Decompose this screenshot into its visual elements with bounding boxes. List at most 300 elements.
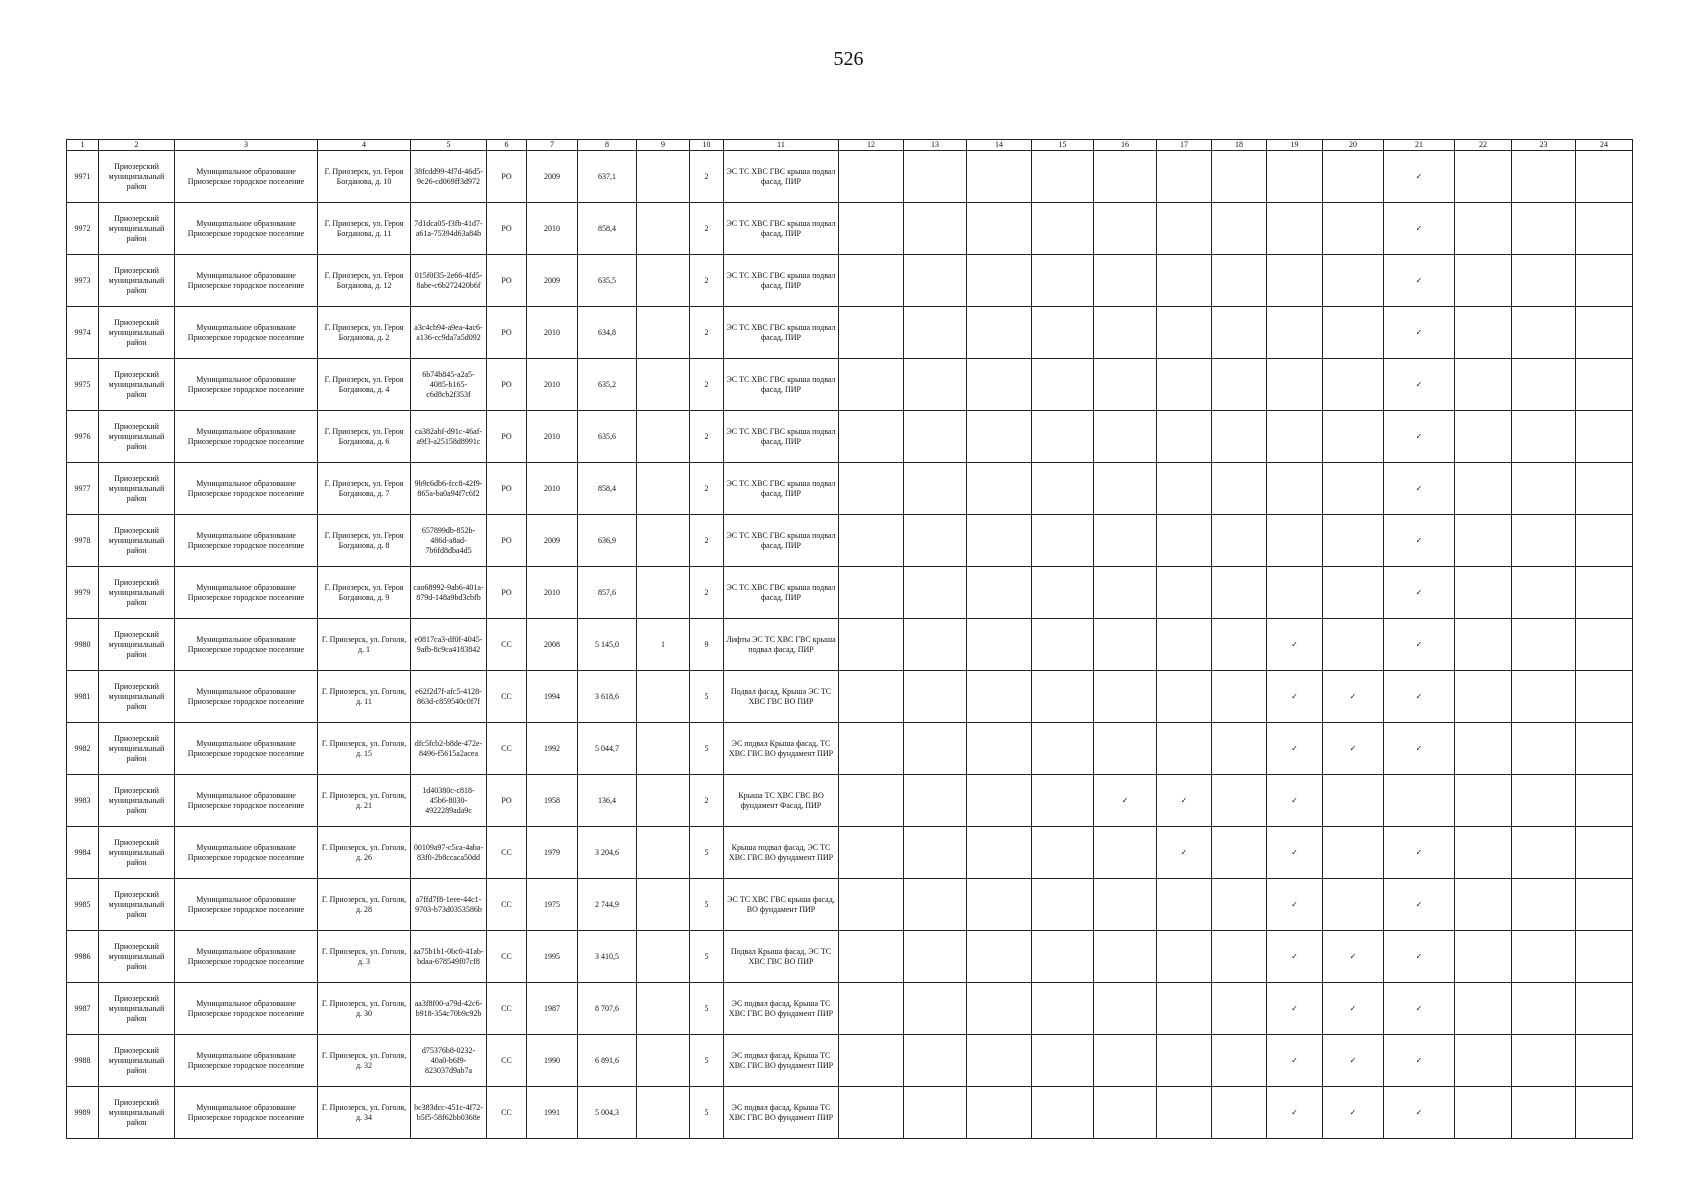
empty-cell xyxy=(1512,359,1576,411)
district-cell: Приозерский муниципальный район xyxy=(99,567,175,619)
floors-cell: 2 xyxy=(690,567,724,619)
works-list-cell: ЭС подвал Крыша фасад, ТС ХВС ГВС ВО фундамент ПИР xyxy=(724,723,839,775)
empty-cell xyxy=(1512,983,1576,1035)
empty-cell xyxy=(1455,879,1512,931)
empty-cell xyxy=(1512,567,1576,619)
row-number-cell: 9986 xyxy=(67,931,99,983)
empty-cell xyxy=(904,1087,967,1139)
district-cell: Приозерский муниципальный район xyxy=(99,255,175,307)
empty-cell xyxy=(1576,775,1633,827)
empty-cell xyxy=(1212,515,1267,567)
area-cell: 3 410,5 xyxy=(578,931,637,983)
empty-cell xyxy=(839,255,904,307)
empty-cell xyxy=(1576,619,1633,671)
empty-cell xyxy=(1032,775,1094,827)
municipality-cell: Муниципальное образование Приозерское городское поселение xyxy=(175,827,318,879)
address-cell: Г. Приозерск, ул. Героя Богданова, д. 6 xyxy=(318,411,411,463)
empty-cell xyxy=(967,151,1032,203)
district-cell: Приозерский муниципальный район xyxy=(99,151,175,203)
empty-cell xyxy=(839,983,904,1035)
empty-cell xyxy=(1512,879,1576,931)
empty-cell xyxy=(904,1035,967,1087)
page-number: 526 xyxy=(833,48,864,70)
guid-cell: 6b74b845-a2a5-4085-b165-c6d8cb2f353f xyxy=(411,359,487,411)
check-mark-icon: ✓ xyxy=(1267,775,1323,827)
column-header-7: 7 xyxy=(527,140,578,151)
column-header-24: 24 xyxy=(1576,140,1633,151)
col9-cell xyxy=(637,359,690,411)
empty-cell xyxy=(904,359,967,411)
table-row xyxy=(67,931,1633,983)
district-cell: Приозерский муниципальный район xyxy=(99,1087,175,1139)
empty-cell xyxy=(1157,879,1212,931)
address-cell: Г. Приозерск, ул. Героя Богданова, д. 9 xyxy=(318,567,411,619)
empty-cell xyxy=(839,307,904,359)
floors-cell: 2 xyxy=(690,515,724,567)
empty-cell xyxy=(1157,411,1212,463)
district-cell: Приозерский муниципальный район xyxy=(99,359,175,411)
empty-cell xyxy=(1323,307,1384,359)
municipality-cell: Муниципальное образование Приозерское городское поселение xyxy=(175,879,318,931)
empty-cell xyxy=(1267,307,1323,359)
ownership-type-cell: РО xyxy=(487,775,527,827)
empty-cell xyxy=(967,983,1032,1035)
municipality-cell: Муниципальное образование Приозерское городское поселение xyxy=(175,151,318,203)
empty-cell xyxy=(1267,359,1323,411)
guid-cell: aa3f8f00-a79d-42c6-b918-354c70b9c92b xyxy=(411,983,487,1035)
col9-cell xyxy=(637,671,690,723)
col9-cell xyxy=(637,203,690,255)
check-mark-icon: ✓ xyxy=(1384,983,1455,1035)
year-cell: 2009 xyxy=(527,515,578,567)
empty-cell xyxy=(1094,619,1157,671)
area-cell: 636,9 xyxy=(578,515,637,567)
year-cell: 1979 xyxy=(527,827,578,879)
col9-cell xyxy=(637,1087,690,1139)
address-cell: Г. Приозерск, ул. Героя Богданова, д. 11 xyxy=(318,203,411,255)
guid-cell: 9b9c6db6-fcc8-42f9-865a-ba0a94f7c6f2 xyxy=(411,463,487,515)
area-cell: 635,5 xyxy=(578,255,637,307)
empty-cell xyxy=(1323,827,1384,879)
guid-cell: bc383dcc-451c-4f72-b5f5-58f62bb0368e xyxy=(411,1087,487,1139)
empty-cell xyxy=(1512,151,1576,203)
empty-cell xyxy=(1157,463,1212,515)
empty-cell xyxy=(1032,203,1094,255)
empty-cell xyxy=(904,619,967,671)
empty-cell xyxy=(1157,619,1212,671)
empty-cell xyxy=(839,411,904,463)
empty-cell xyxy=(967,671,1032,723)
empty-cell xyxy=(1384,775,1455,827)
address-cell: Г. Приозерск, ул. Героя Богданова, д. 10 xyxy=(318,151,411,203)
municipality-cell: Муниципальное образование Приозерское городское поселение xyxy=(175,515,318,567)
check-mark-icon: ✓ xyxy=(1384,931,1455,983)
empty-cell xyxy=(1157,1035,1212,1087)
address-cell: Г. Приозерск, ул. Гоголя, д. 3 xyxy=(318,931,411,983)
empty-cell xyxy=(1157,671,1212,723)
empty-cell xyxy=(1455,671,1512,723)
table-row xyxy=(67,775,1633,827)
row-number-cell: 9982 xyxy=(67,723,99,775)
empty-cell xyxy=(1094,567,1157,619)
address-cell: Г. Приозерск, ул. Гоголя, д. 26 xyxy=(318,827,411,879)
empty-cell xyxy=(839,151,904,203)
column-header-13: 13 xyxy=(904,140,967,151)
empty-cell xyxy=(839,671,904,723)
address-cell: Г. Приозерск, ул. Героя Богданова, д. 4 xyxy=(318,359,411,411)
col9-cell xyxy=(637,411,690,463)
empty-cell xyxy=(1455,931,1512,983)
check-mark-icon: ✓ xyxy=(1267,827,1323,879)
empty-cell xyxy=(967,359,1032,411)
empty-cell xyxy=(967,307,1032,359)
floors-cell: 2 xyxy=(690,359,724,411)
floors-cell: 2 xyxy=(690,203,724,255)
district-cell: Приозерский муниципальный район xyxy=(99,203,175,255)
ownership-type-cell: СС xyxy=(487,1035,527,1087)
column-header-18: 18 xyxy=(1212,140,1267,151)
col9-cell xyxy=(637,151,690,203)
empty-cell xyxy=(839,463,904,515)
empty-cell xyxy=(1267,463,1323,515)
empty-cell xyxy=(1157,983,1212,1035)
district-cell: Приозерский муниципальный район xyxy=(99,463,175,515)
column-header-11: 11 xyxy=(724,140,839,151)
ownership-type-cell: РО xyxy=(487,567,527,619)
empty-cell xyxy=(1455,203,1512,255)
empty-cell xyxy=(1212,931,1267,983)
check-mark-icon: ✓ xyxy=(1384,1087,1455,1139)
empty-cell xyxy=(967,619,1032,671)
row-number-cell: 9989 xyxy=(67,1087,99,1139)
table-row xyxy=(67,151,1633,203)
empty-cell xyxy=(1032,983,1094,1035)
column-header-21: 21 xyxy=(1384,140,1455,151)
empty-cell xyxy=(1212,151,1267,203)
empty-cell xyxy=(839,1035,904,1087)
area-cell: 857,6 xyxy=(578,567,637,619)
municipality-cell: Муниципальное образование Приозерское городское поселение xyxy=(175,463,318,515)
empty-cell xyxy=(839,827,904,879)
col9-cell xyxy=(637,567,690,619)
ownership-type-cell: РО xyxy=(487,359,527,411)
column-header-1: 1 xyxy=(67,140,99,151)
guid-cell: e0817ca3-df0f-4045-9afb-8c9ca4183842 xyxy=(411,619,487,671)
empty-cell xyxy=(904,723,967,775)
empty-cell xyxy=(1032,671,1094,723)
empty-cell xyxy=(1323,619,1384,671)
ownership-type-cell: РО xyxy=(487,463,527,515)
empty-cell xyxy=(1512,723,1576,775)
check-mark-icon: ✓ xyxy=(1267,931,1323,983)
row-number-cell: 9972 xyxy=(67,203,99,255)
empty-cell xyxy=(904,983,967,1035)
area-cell: 858,4 xyxy=(578,203,637,255)
district-cell: Приозерский муниципальный район xyxy=(99,515,175,567)
empty-cell xyxy=(904,151,967,203)
check-mark-icon: ✓ xyxy=(1384,827,1455,879)
check-mark-icon: ✓ xyxy=(1384,463,1455,515)
empty-cell xyxy=(1032,255,1094,307)
empty-cell xyxy=(967,515,1032,567)
empty-cell xyxy=(1576,203,1633,255)
empty-cell xyxy=(1032,515,1094,567)
area-cell: 136,4 xyxy=(578,775,637,827)
municipality-cell: Муниципальное образование Приозерское городское поселение xyxy=(175,671,318,723)
empty-cell xyxy=(1157,359,1212,411)
check-mark-icon: ✓ xyxy=(1384,151,1455,203)
col9-cell xyxy=(637,463,690,515)
ownership-type-cell: СС xyxy=(487,1087,527,1139)
empty-cell xyxy=(1267,255,1323,307)
year-cell: 2010 xyxy=(527,307,578,359)
empty-cell xyxy=(1094,411,1157,463)
empty-cell xyxy=(1576,411,1633,463)
empty-cell xyxy=(839,515,904,567)
empty-cell xyxy=(1455,359,1512,411)
column-header-12: 12 xyxy=(839,140,904,151)
empty-cell xyxy=(1212,359,1267,411)
empty-cell xyxy=(1267,203,1323,255)
check-mark-icon: ✓ xyxy=(1384,203,1455,255)
floors-cell: 5 xyxy=(690,827,724,879)
works-list-cell: ЭС ТС ХВС ГВС крыша подвал фасад, ПИР xyxy=(724,151,839,203)
ownership-type-cell: СС xyxy=(487,983,527,1035)
check-mark-icon: ✓ xyxy=(1094,775,1157,827)
empty-cell xyxy=(1032,619,1094,671)
empty-cell xyxy=(967,931,1032,983)
area-cell: 637,1 xyxy=(578,151,637,203)
col9-cell xyxy=(637,983,690,1035)
empty-cell xyxy=(1455,515,1512,567)
empty-cell xyxy=(1157,255,1212,307)
works-list-cell: ЭС ТС ХВС ГВС крыша подвал фасад, ПИР xyxy=(724,307,839,359)
row-number-cell: 9975 xyxy=(67,359,99,411)
area-cell: 2 744,9 xyxy=(578,879,637,931)
check-mark-icon: ✓ xyxy=(1267,983,1323,1035)
district-cell: Приозерский муниципальный район xyxy=(99,307,175,359)
empty-cell xyxy=(1212,827,1267,879)
empty-cell xyxy=(1094,255,1157,307)
col9-cell xyxy=(637,515,690,567)
table-row xyxy=(67,723,1633,775)
guid-cell: cao68992-9ab6-401a-879d-148a9bd3cbfb xyxy=(411,567,487,619)
empty-cell xyxy=(967,411,1032,463)
works-list-cell: ЭС подвал фасад, Крыша ТС ХВС ГВС ВО фундамент ПИР xyxy=(724,983,839,1035)
year-cell: 2010 xyxy=(527,203,578,255)
check-mark-icon: ✓ xyxy=(1384,619,1455,671)
check-mark-icon: ✓ xyxy=(1384,1035,1455,1087)
row-number-cell: 9981 xyxy=(67,671,99,723)
area-cell: 3 618,6 xyxy=(578,671,637,723)
column-header-8: 8 xyxy=(578,140,637,151)
empty-cell xyxy=(1267,515,1323,567)
table-row xyxy=(67,411,1633,463)
year-cell: 2008 xyxy=(527,619,578,671)
empty-cell xyxy=(1212,983,1267,1035)
empty-cell xyxy=(1323,879,1384,931)
empty-cell xyxy=(1576,307,1633,359)
empty-cell xyxy=(1032,463,1094,515)
empty-cell xyxy=(1576,879,1633,931)
empty-cell xyxy=(967,1087,1032,1139)
empty-cell xyxy=(1455,827,1512,879)
floors-cell: 2 xyxy=(690,463,724,515)
check-mark-icon: ✓ xyxy=(1267,723,1323,775)
column-number-header-row xyxy=(67,140,1633,151)
district-cell: Приозерский муниципальный район xyxy=(99,619,175,671)
empty-cell xyxy=(1212,567,1267,619)
table-row xyxy=(67,827,1633,879)
empty-cell xyxy=(1157,723,1212,775)
column-header-22: 22 xyxy=(1455,140,1512,151)
empty-cell xyxy=(1032,151,1094,203)
empty-cell xyxy=(1455,463,1512,515)
row-number-cell: 9983 xyxy=(67,775,99,827)
guid-cell: 657899db-852b-486d-a8ad-7b6fd8dba4d5 xyxy=(411,515,487,567)
year-cell: 1994 xyxy=(527,671,578,723)
empty-cell xyxy=(1455,567,1512,619)
empty-cell xyxy=(1576,463,1633,515)
row-number-cell: 9985 xyxy=(67,879,99,931)
empty-cell xyxy=(1157,931,1212,983)
guid-cell: a3c4cb94-a9ea-4ac6-a136-cc9da7a5d092 xyxy=(411,307,487,359)
check-mark-icon: ✓ xyxy=(1384,307,1455,359)
guid-cell: d75376b8-0232-40a0-b6f9-823037d9ab7a xyxy=(411,1035,487,1087)
floors-cell: 5 xyxy=(690,1035,724,1087)
ownership-type-cell: СС xyxy=(487,671,527,723)
area-cell: 635,2 xyxy=(578,359,637,411)
municipality-cell: Муниципальное образование Приозерское городское поселение xyxy=(175,203,318,255)
area-cell: 6 891,6 xyxy=(578,1035,637,1087)
empty-cell xyxy=(967,203,1032,255)
empty-cell xyxy=(1512,463,1576,515)
empty-cell xyxy=(1323,515,1384,567)
floors-cell: 5 xyxy=(690,1087,724,1139)
empty-cell xyxy=(1094,931,1157,983)
empty-cell xyxy=(1094,723,1157,775)
column-header-10: 10 xyxy=(690,140,724,151)
ownership-type-cell: СС xyxy=(487,879,527,931)
table-row xyxy=(67,463,1633,515)
year-cell: 1987 xyxy=(527,983,578,1035)
empty-cell xyxy=(1512,307,1576,359)
empty-cell xyxy=(1576,827,1633,879)
col9-cell xyxy=(637,307,690,359)
year-cell: 1990 xyxy=(527,1035,578,1087)
empty-cell xyxy=(1094,1035,1157,1087)
empty-cell xyxy=(904,203,967,255)
district-cell: Приозерский муниципальный район xyxy=(99,775,175,827)
address-cell: Г. Приозерск, ул. Гоголя, д. 15 xyxy=(318,723,411,775)
district-cell: Приозерский муниципальный район xyxy=(99,1035,175,1087)
address-cell: Г. Приозерск, ул. Гоголя, д. 1 xyxy=(318,619,411,671)
check-mark-icon: ✓ xyxy=(1384,411,1455,463)
empty-cell xyxy=(967,1035,1032,1087)
check-mark-icon: ✓ xyxy=(1384,723,1455,775)
municipality-cell: Муниципальное образование Приозерское городское поселение xyxy=(175,1035,318,1087)
empty-cell xyxy=(1512,411,1576,463)
empty-cell xyxy=(1576,1087,1633,1139)
municipality-cell: Муниципальное образование Приозерское городское поселение xyxy=(175,619,318,671)
empty-cell xyxy=(1094,983,1157,1035)
floors-cell: 5 xyxy=(690,723,724,775)
check-mark-icon: ✓ xyxy=(1384,359,1455,411)
column-header-16: 16 xyxy=(1094,140,1157,151)
empty-cell xyxy=(1212,879,1267,931)
municipality-cell: Муниципальное образование Приозерское городское поселение xyxy=(175,775,318,827)
guid-cell: e62f2d7f-afc5-4128-863d-c859540c0f7f xyxy=(411,671,487,723)
column-header-6: 6 xyxy=(487,140,527,151)
district-cell: Приозерский муниципальный район xyxy=(99,983,175,1035)
address-cell: Г. Приозерск, ул. Гоголя, д. 32 xyxy=(318,1035,411,1087)
works-list-cell: Лифты ЭС ТС ХВС ГВС крыша подвал фасад, ПИР xyxy=(724,619,839,671)
area-cell: 635,6 xyxy=(578,411,637,463)
empty-cell xyxy=(904,307,967,359)
empty-cell xyxy=(904,671,967,723)
table-body xyxy=(67,151,1633,1139)
check-mark-icon: ✓ xyxy=(1323,1035,1384,1087)
area-cell: 3 204,6 xyxy=(578,827,637,879)
district-cell: Приозерский муниципальный район xyxy=(99,723,175,775)
row-number-cell: 9988 xyxy=(67,1035,99,1087)
empty-cell xyxy=(1323,203,1384,255)
table-row xyxy=(67,307,1633,359)
municipality-cell: Муниципальное образование Приозерское городское поселение xyxy=(175,723,318,775)
empty-cell xyxy=(1455,723,1512,775)
empty-cell xyxy=(1094,151,1157,203)
year-cell: 2010 xyxy=(527,463,578,515)
empty-cell xyxy=(967,463,1032,515)
municipality-cell: Муниципальное образование Приозерское городское поселение xyxy=(175,255,318,307)
area-cell: 634,8 xyxy=(578,307,637,359)
district-cell: Приозерский муниципальный район xyxy=(99,827,175,879)
municipality-cell: Муниципальное образование Приозерское городское поселение xyxy=(175,983,318,1035)
works-list-cell: ЭС ТС ХВС ГВС крыша подвал фасад, ПИР xyxy=(724,463,839,515)
check-mark-icon: ✓ xyxy=(1384,255,1455,307)
check-mark-icon: ✓ xyxy=(1323,1087,1384,1139)
empty-cell xyxy=(1576,983,1633,1035)
check-mark-icon: ✓ xyxy=(1267,671,1323,723)
row-number-cell: 9976 xyxy=(67,411,99,463)
address-cell: Г. Приозерск, ул. Героя Богданова, д. 7 xyxy=(318,463,411,515)
empty-cell xyxy=(1512,619,1576,671)
table-row xyxy=(67,879,1633,931)
empty-cell xyxy=(839,879,904,931)
empty-cell xyxy=(1455,307,1512,359)
check-mark-icon: ✓ xyxy=(1323,931,1384,983)
empty-cell xyxy=(1032,723,1094,775)
check-mark-icon: ✓ xyxy=(1384,671,1455,723)
works-list-cell: Подвал фасад, Крыша ЭС ТС ХВС ГВС ВО ПИР xyxy=(724,671,839,723)
col9-cell xyxy=(637,931,690,983)
empty-cell xyxy=(904,775,967,827)
municipality-cell: Муниципальное образование Приозерское городское поселение xyxy=(175,359,318,411)
guid-cell: 015f0f35-2e66-4fd5-8abe-c6b272420b6f xyxy=(411,255,487,307)
col9-cell xyxy=(637,775,690,827)
empty-cell xyxy=(967,775,1032,827)
works-list-cell: Крыша ТС ХВС ГВС ВО фундамент Фасад, ПИР xyxy=(724,775,839,827)
ownership-type-cell: РО xyxy=(487,515,527,567)
table-row xyxy=(67,359,1633,411)
empty-cell xyxy=(1212,619,1267,671)
empty-cell xyxy=(904,931,967,983)
empty-cell xyxy=(1323,463,1384,515)
works-list-cell: ЭС ТС ХВС ГВС крыша подвал фасад, ПИР xyxy=(724,515,839,567)
empty-cell xyxy=(1576,255,1633,307)
empty-cell xyxy=(1032,567,1094,619)
empty-cell xyxy=(1212,1087,1267,1139)
